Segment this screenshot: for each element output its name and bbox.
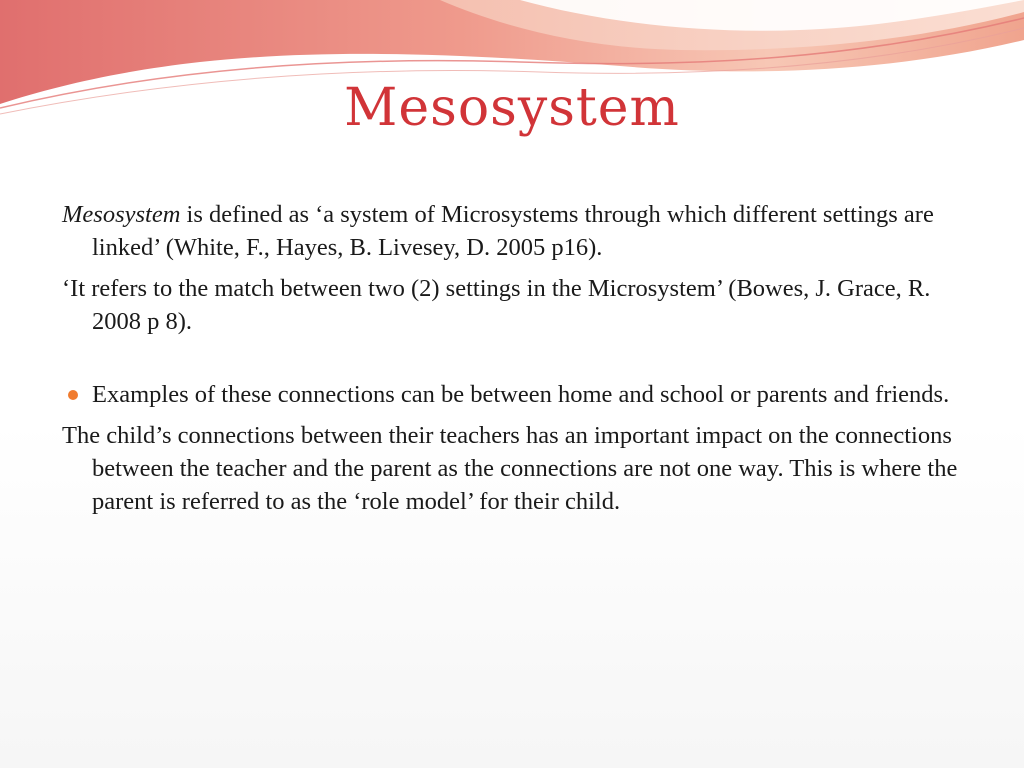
- slide-body: [62, 198, 962, 526]
- bullet-text: Examples of these connections can be between home and school or parents and friends.: [92, 381, 950, 408]
- quote-paragraph: ‘It refers to the match between two (2) settings in the Microsystem’ (Bowes, J. Grace, R. 2008 p 8).: [62, 275, 931, 335]
- definition-paragraph: [62, 198, 962, 264]
- term-mesosystem: Mesosystem: [62, 201, 181, 228]
- slide-title: Mesosystem: [344, 78, 680, 138]
- definition-text: is defined as ‘a system of Microsystems through which different settings are linked’ (White, F., Hayes, B. Livesey, D. 2005 p16).: [92, 201, 934, 261]
- explanation-paragraph: The child’s connections between their teachers has an important impact on the connections between the teacher and the parent as the connections are not one way. This is where the parent is referred to as the ‘role model’ for their child.: [62, 422, 958, 515]
- round-bullet-icon: [68, 390, 78, 400]
- bullet-item-examples: [62, 378, 962, 411]
